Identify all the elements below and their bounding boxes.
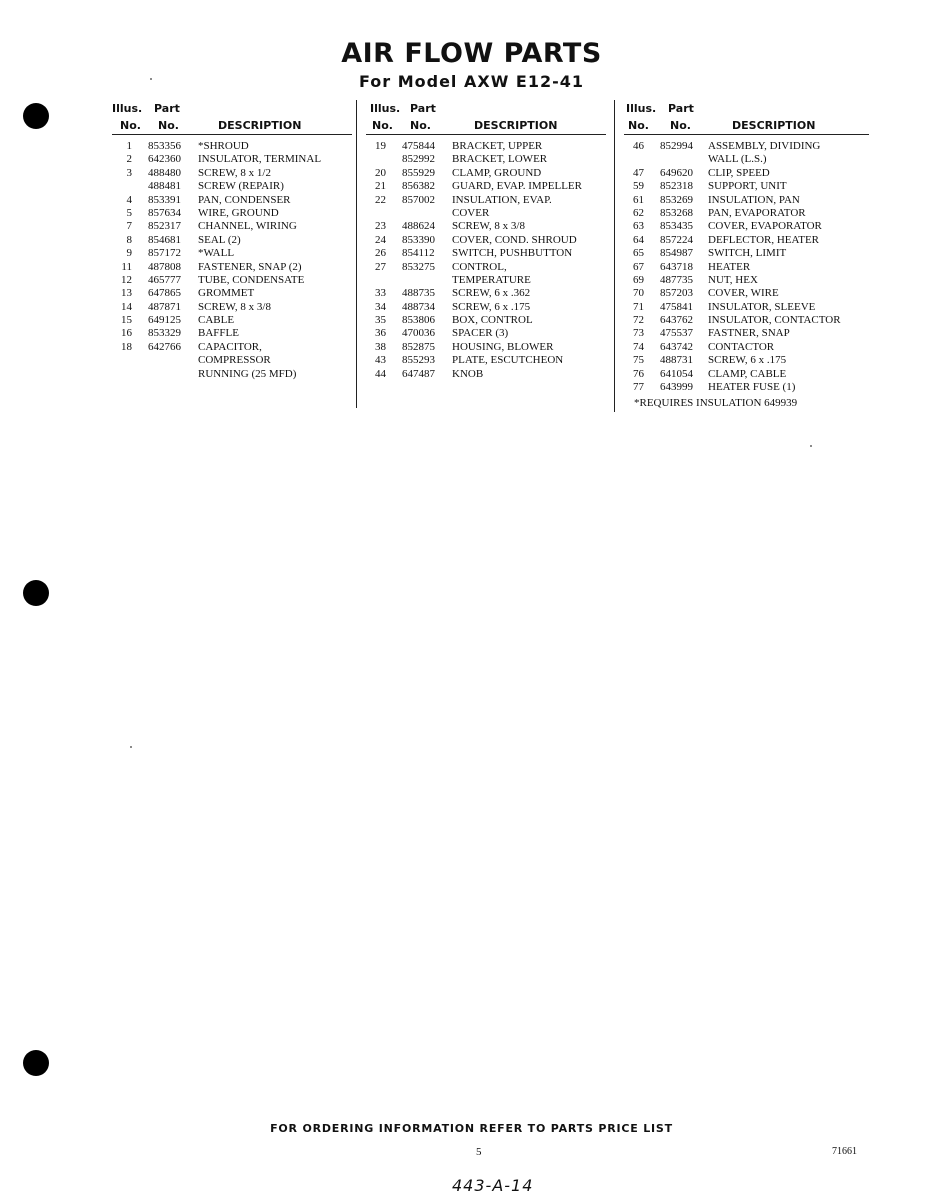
part-number: 641054 xyxy=(660,367,693,380)
parts-list xyxy=(112,140,352,381)
part-description: *WALL xyxy=(198,247,235,260)
part-description: BOX, CONTROL xyxy=(452,314,533,327)
part-row xyxy=(112,368,352,381)
part-description: SWITCH, PUSHBUTTON xyxy=(452,247,573,260)
binder-hole xyxy=(23,1050,49,1076)
part-description: CLIP, SPEED xyxy=(708,166,770,179)
part-description: INSULATION, EVAP. xyxy=(452,193,552,206)
ordering-footer: FOR ORDERING INFORMATION REFER TO PARTS PRICE LIST xyxy=(270,1122,673,1135)
part-description: CHANNEL, WIRING xyxy=(198,220,297,233)
part-number: 857634 xyxy=(148,206,181,219)
illus-number: 3 xyxy=(126,166,132,179)
part-number: 488735 xyxy=(402,287,435,300)
description-header: DESCRIPTION xyxy=(218,119,302,132)
parts-column-3 xyxy=(624,100,869,394)
part-number: 643762 xyxy=(660,314,693,327)
part-row xyxy=(112,194,352,207)
illus-number: 74 xyxy=(633,340,644,353)
illus-number: 33 xyxy=(375,287,386,300)
illus-number: 12 xyxy=(121,273,132,286)
part-header: Part xyxy=(668,102,694,115)
part-description: COVER, EVAPORATOR xyxy=(708,220,822,233)
header-rule xyxy=(624,134,869,135)
scan-speck xyxy=(130,746,132,748)
part-row xyxy=(624,274,869,287)
part-no-header: No. xyxy=(410,119,431,132)
part-number: 465777 xyxy=(148,273,181,286)
part-row xyxy=(366,194,606,207)
part-row xyxy=(112,327,352,340)
part-row xyxy=(624,234,869,247)
illus-header: Illus. xyxy=(626,102,657,115)
illus-number: 21 xyxy=(375,180,386,193)
part-number: 852317 xyxy=(148,220,181,233)
part-description: DEFLECTOR, HEATER xyxy=(708,233,820,246)
insulation-note: *REQUIRES INSULATION 649939 xyxy=(634,397,798,409)
illus-number: 4 xyxy=(126,193,132,206)
part-number: 642360 xyxy=(148,153,181,166)
part-number: 857224 xyxy=(660,233,693,246)
part-number: 487808 xyxy=(148,260,181,273)
illus-number: 20 xyxy=(375,166,386,179)
part-row xyxy=(366,274,606,287)
part-row xyxy=(624,167,869,180)
part-description: SCREW, 6 x .175 xyxy=(708,354,787,367)
part-description: COVER, WIRE xyxy=(708,287,779,300)
illus-number: 77 xyxy=(633,381,644,394)
part-description: SCREW, 6 x .362 xyxy=(452,287,531,300)
illus-number: 11 xyxy=(121,260,132,273)
part-row xyxy=(112,180,352,193)
part-row xyxy=(366,153,606,166)
part-description: PAN, CONDENSER xyxy=(198,193,291,206)
column-header xyxy=(624,100,869,136)
part-description: TEMPERATURE xyxy=(452,273,531,286)
part-number: 857172 xyxy=(148,247,181,260)
part-number: 643999 xyxy=(660,381,693,394)
part-row xyxy=(366,220,606,233)
illus-number: 46 xyxy=(633,140,644,152)
column-header xyxy=(112,100,352,136)
part-row xyxy=(112,234,352,247)
part-number: 643742 xyxy=(660,340,693,353)
part-row xyxy=(366,327,606,340)
illus-number: 27 xyxy=(375,260,386,273)
illus-number: 22 xyxy=(375,193,386,206)
header-rule xyxy=(366,134,606,135)
illus-number: 19 xyxy=(375,140,386,152)
part-number: 643718 xyxy=(660,260,693,273)
part-row xyxy=(112,314,352,327)
parts-list xyxy=(624,140,869,394)
part-row xyxy=(366,341,606,354)
part-number: 853329 xyxy=(148,327,181,340)
part-number: 649125 xyxy=(148,314,181,327)
part-description: SCREW (REPAIR) xyxy=(198,180,284,193)
part-row xyxy=(366,207,606,220)
part-row xyxy=(624,368,869,381)
part-description: FASTENER, SNAP (2) xyxy=(198,260,302,273)
part-number: 853435 xyxy=(660,220,693,233)
description-header: DESCRIPTION xyxy=(474,119,558,132)
part-number: 853356 xyxy=(148,140,181,152)
part-description: SUPPORT, UNIT xyxy=(708,180,787,193)
part-description: ASSEMBLY, DIVIDING xyxy=(708,140,821,152)
part-row xyxy=(366,180,606,193)
part-description: INSULATOR, TERMINAL xyxy=(198,153,322,166)
page-title: AIR FLOW PARTS xyxy=(341,38,602,69)
part-number: 852992 xyxy=(402,153,435,166)
part-row xyxy=(366,287,606,300)
part-number: 852875 xyxy=(402,340,435,353)
part-number: 475537 xyxy=(660,327,693,340)
parts-list xyxy=(366,140,606,381)
binder-hole xyxy=(23,103,49,129)
part-description: WALL (L.S.) xyxy=(708,153,767,166)
part-row xyxy=(366,247,606,260)
part-number: 854681 xyxy=(148,233,181,246)
illus-number: 9 xyxy=(126,247,132,260)
part-description: GROMMET xyxy=(198,287,255,300)
illus-number: 35 xyxy=(375,314,386,327)
part-row xyxy=(624,301,869,314)
part-description: INSULATOR, CONTACTOR xyxy=(708,314,841,327)
illus-number: 44 xyxy=(375,367,386,380)
part-row xyxy=(112,274,352,287)
part-row xyxy=(624,180,869,193)
part-row xyxy=(112,140,352,153)
part-row xyxy=(624,153,869,166)
part-description: INSULATION, PAN xyxy=(708,193,800,206)
scan-speck xyxy=(810,445,812,447)
part-number: 854112 xyxy=(402,247,435,260)
part-row xyxy=(624,140,869,153)
header-rule xyxy=(112,134,352,135)
part-row xyxy=(624,327,869,340)
part-row xyxy=(624,207,869,220)
illus-number: 43 xyxy=(375,354,386,367)
part-description: PLATE, ESCUTCHEON xyxy=(452,354,564,367)
part-number: 853391 xyxy=(148,193,181,206)
part-description: NUT, HEX xyxy=(708,273,758,286)
part-description: SPACER (3) xyxy=(452,327,509,340)
part-description: CONTACTOR xyxy=(708,340,775,353)
illus-number: 26 xyxy=(375,247,386,260)
illus-number: 23 xyxy=(375,220,386,233)
part-header: Part xyxy=(154,102,180,115)
part-description: SEAL (2) xyxy=(198,233,241,246)
part-description: SCREW, 8 x 3/8 xyxy=(198,300,271,313)
part-row xyxy=(366,354,606,367)
part-row xyxy=(112,220,352,233)
part-description: WIRE, GROUND xyxy=(198,206,279,219)
part-number: 642766 xyxy=(148,340,181,353)
illus-number: 18 xyxy=(121,340,132,353)
part-row xyxy=(624,287,869,300)
illus-number: 47 xyxy=(633,166,644,179)
part-header: Part xyxy=(410,102,436,115)
part-number: 857203 xyxy=(660,287,693,300)
part-number: 470036 xyxy=(402,327,435,340)
part-row xyxy=(624,341,869,354)
part-description: HEATER FUSE (1) xyxy=(708,381,796,394)
column-divider xyxy=(356,100,357,408)
column-divider xyxy=(614,100,615,412)
part-number: 855293 xyxy=(402,354,435,367)
part-row xyxy=(624,381,869,394)
part-description: COMPRESSOR xyxy=(198,354,271,367)
part-number: 475841 xyxy=(660,300,693,313)
part-description: GUARD, EVAP. IMPELLER xyxy=(452,180,582,193)
illus-number: 24 xyxy=(375,233,386,246)
illus-number: 70 xyxy=(633,287,644,300)
part-row xyxy=(366,234,606,247)
part-number: 487871 xyxy=(148,300,181,313)
part-row xyxy=(624,314,869,327)
part-row xyxy=(366,314,606,327)
binder-hole xyxy=(23,580,49,606)
illus-number: 73 xyxy=(633,327,644,340)
part-row xyxy=(112,287,352,300)
part-row xyxy=(112,153,352,166)
part-row xyxy=(624,220,869,233)
part-number: 488731 xyxy=(660,354,693,367)
illus-number: 67 xyxy=(633,260,644,273)
part-description: KNOB xyxy=(452,367,484,380)
part-row xyxy=(624,354,869,367)
part-description: CLAMP, GROUND xyxy=(452,166,542,179)
part-no-header: No. xyxy=(158,119,179,132)
illus-number: 7 xyxy=(126,220,132,233)
illus-number: 13 xyxy=(121,287,132,300)
part-row xyxy=(366,301,606,314)
illus-header: Illus. xyxy=(112,102,143,115)
illus-number: 38 xyxy=(375,340,386,353)
illus-number: 64 xyxy=(633,233,644,246)
page-number: 5 xyxy=(476,1146,482,1158)
part-number: 854987 xyxy=(660,247,693,260)
illus-number: 62 xyxy=(633,206,644,219)
part-description: RUNNING (25 MFD) xyxy=(198,367,297,380)
illus-number: 14 xyxy=(121,300,132,313)
part-description: CABLE xyxy=(198,314,235,327)
part-description: BRACKET, UPPER xyxy=(452,140,543,152)
illus-number: 69 xyxy=(633,273,644,286)
part-row xyxy=(624,247,869,260)
part-no-header: No. xyxy=(670,119,691,132)
part-description: PAN, EVAPORATOR xyxy=(708,206,806,219)
part-description: CONTROL, xyxy=(452,260,507,273)
illus-number: 1 xyxy=(126,140,132,152)
illus-no-header: No. xyxy=(120,119,141,132)
illus-number: 16 xyxy=(121,327,132,340)
part-number: 853275 xyxy=(402,260,435,273)
illus-number: 72 xyxy=(633,314,644,327)
part-number: 475844 xyxy=(402,140,435,152)
part-number: 853806 xyxy=(402,314,435,327)
part-description: SCREW, 6 x .175 xyxy=(452,300,531,313)
part-number: 649620 xyxy=(660,166,693,179)
part-description: SCREW, 8 x 3/8 xyxy=(452,220,525,233)
illus-number: 2 xyxy=(126,153,132,166)
illus-number: 75 xyxy=(633,354,644,367)
part-number: 853390 xyxy=(402,233,435,246)
part-number: 856382 xyxy=(402,180,435,193)
illus-number: 8 xyxy=(126,233,132,246)
part-number: 852994 xyxy=(660,140,693,152)
illus-number: 61 xyxy=(633,193,644,206)
part-row xyxy=(624,194,869,207)
part-number: 853269 xyxy=(660,193,693,206)
part-row xyxy=(366,261,606,274)
illus-header: Illus. xyxy=(370,102,401,115)
part-row xyxy=(112,341,352,354)
document-code: 71661 xyxy=(832,1146,857,1157)
part-number: 857002 xyxy=(402,193,435,206)
part-number: 488624 xyxy=(402,220,435,233)
model-subtitle: For Model AXW E12-41 xyxy=(358,72,585,91)
illus-number: 65 xyxy=(633,247,644,260)
parts-column-1 xyxy=(112,100,352,381)
part-description: TUBE, CONDENSATE xyxy=(198,273,305,286)
part-row xyxy=(112,301,352,314)
part-description: COVER xyxy=(452,206,490,219)
part-number: 488734 xyxy=(402,300,435,313)
part-row xyxy=(112,207,352,220)
handwritten-reference: 443-A-14 xyxy=(452,1176,534,1195)
part-description: BAFFLE xyxy=(198,327,239,340)
part-description: CLAMP, CABLE xyxy=(708,367,787,380)
part-row xyxy=(112,247,352,260)
part-number: 647487 xyxy=(402,367,435,380)
part-row xyxy=(112,261,352,274)
illus-number: 15 xyxy=(121,314,132,327)
part-row xyxy=(366,167,606,180)
column-header xyxy=(366,100,606,136)
part-description: CAPACITOR, xyxy=(198,340,262,353)
illus-number: 63 xyxy=(633,220,644,233)
part-row xyxy=(624,261,869,274)
illus-number: 71 xyxy=(633,300,644,313)
part-description: BRACKET, LOWER xyxy=(452,153,548,166)
illus-no-header: No. xyxy=(628,119,649,132)
description-header: DESCRIPTION xyxy=(732,119,816,132)
part-row xyxy=(366,368,606,381)
illus-number: 34 xyxy=(375,300,386,313)
part-row xyxy=(112,167,352,180)
part-description: HOUSING, BLOWER xyxy=(452,340,554,353)
part-row xyxy=(366,140,606,153)
illus-number: 59 xyxy=(633,180,644,193)
part-number: 855929 xyxy=(402,166,435,179)
illus-number: 76 xyxy=(633,367,644,380)
part-description: *SHROUD xyxy=(198,140,249,152)
part-number: 488480 xyxy=(148,166,181,179)
part-description: SWITCH, LIMIT xyxy=(708,247,787,260)
part-number: 853268 xyxy=(660,206,693,219)
parts-column-2 xyxy=(366,100,606,381)
part-number: 487735 xyxy=(660,273,693,286)
part-description: COVER, COND. SHROUD xyxy=(452,233,577,246)
illus-number: 5 xyxy=(126,206,132,219)
illus-no-header: No. xyxy=(372,119,393,132)
part-description: SCREW, 8 x 1/2 xyxy=(198,166,271,179)
part-number: 647865 xyxy=(148,287,181,300)
illus-number: 36 xyxy=(375,327,386,340)
part-description: HEATER xyxy=(708,260,751,273)
part-row xyxy=(112,354,352,367)
part-description: INSULATOR, SLEEVE xyxy=(708,300,816,313)
part-number: 488481 xyxy=(148,180,181,193)
part-description: FASTNER, SNAP xyxy=(708,327,790,340)
part-number: 852318 xyxy=(660,180,693,193)
